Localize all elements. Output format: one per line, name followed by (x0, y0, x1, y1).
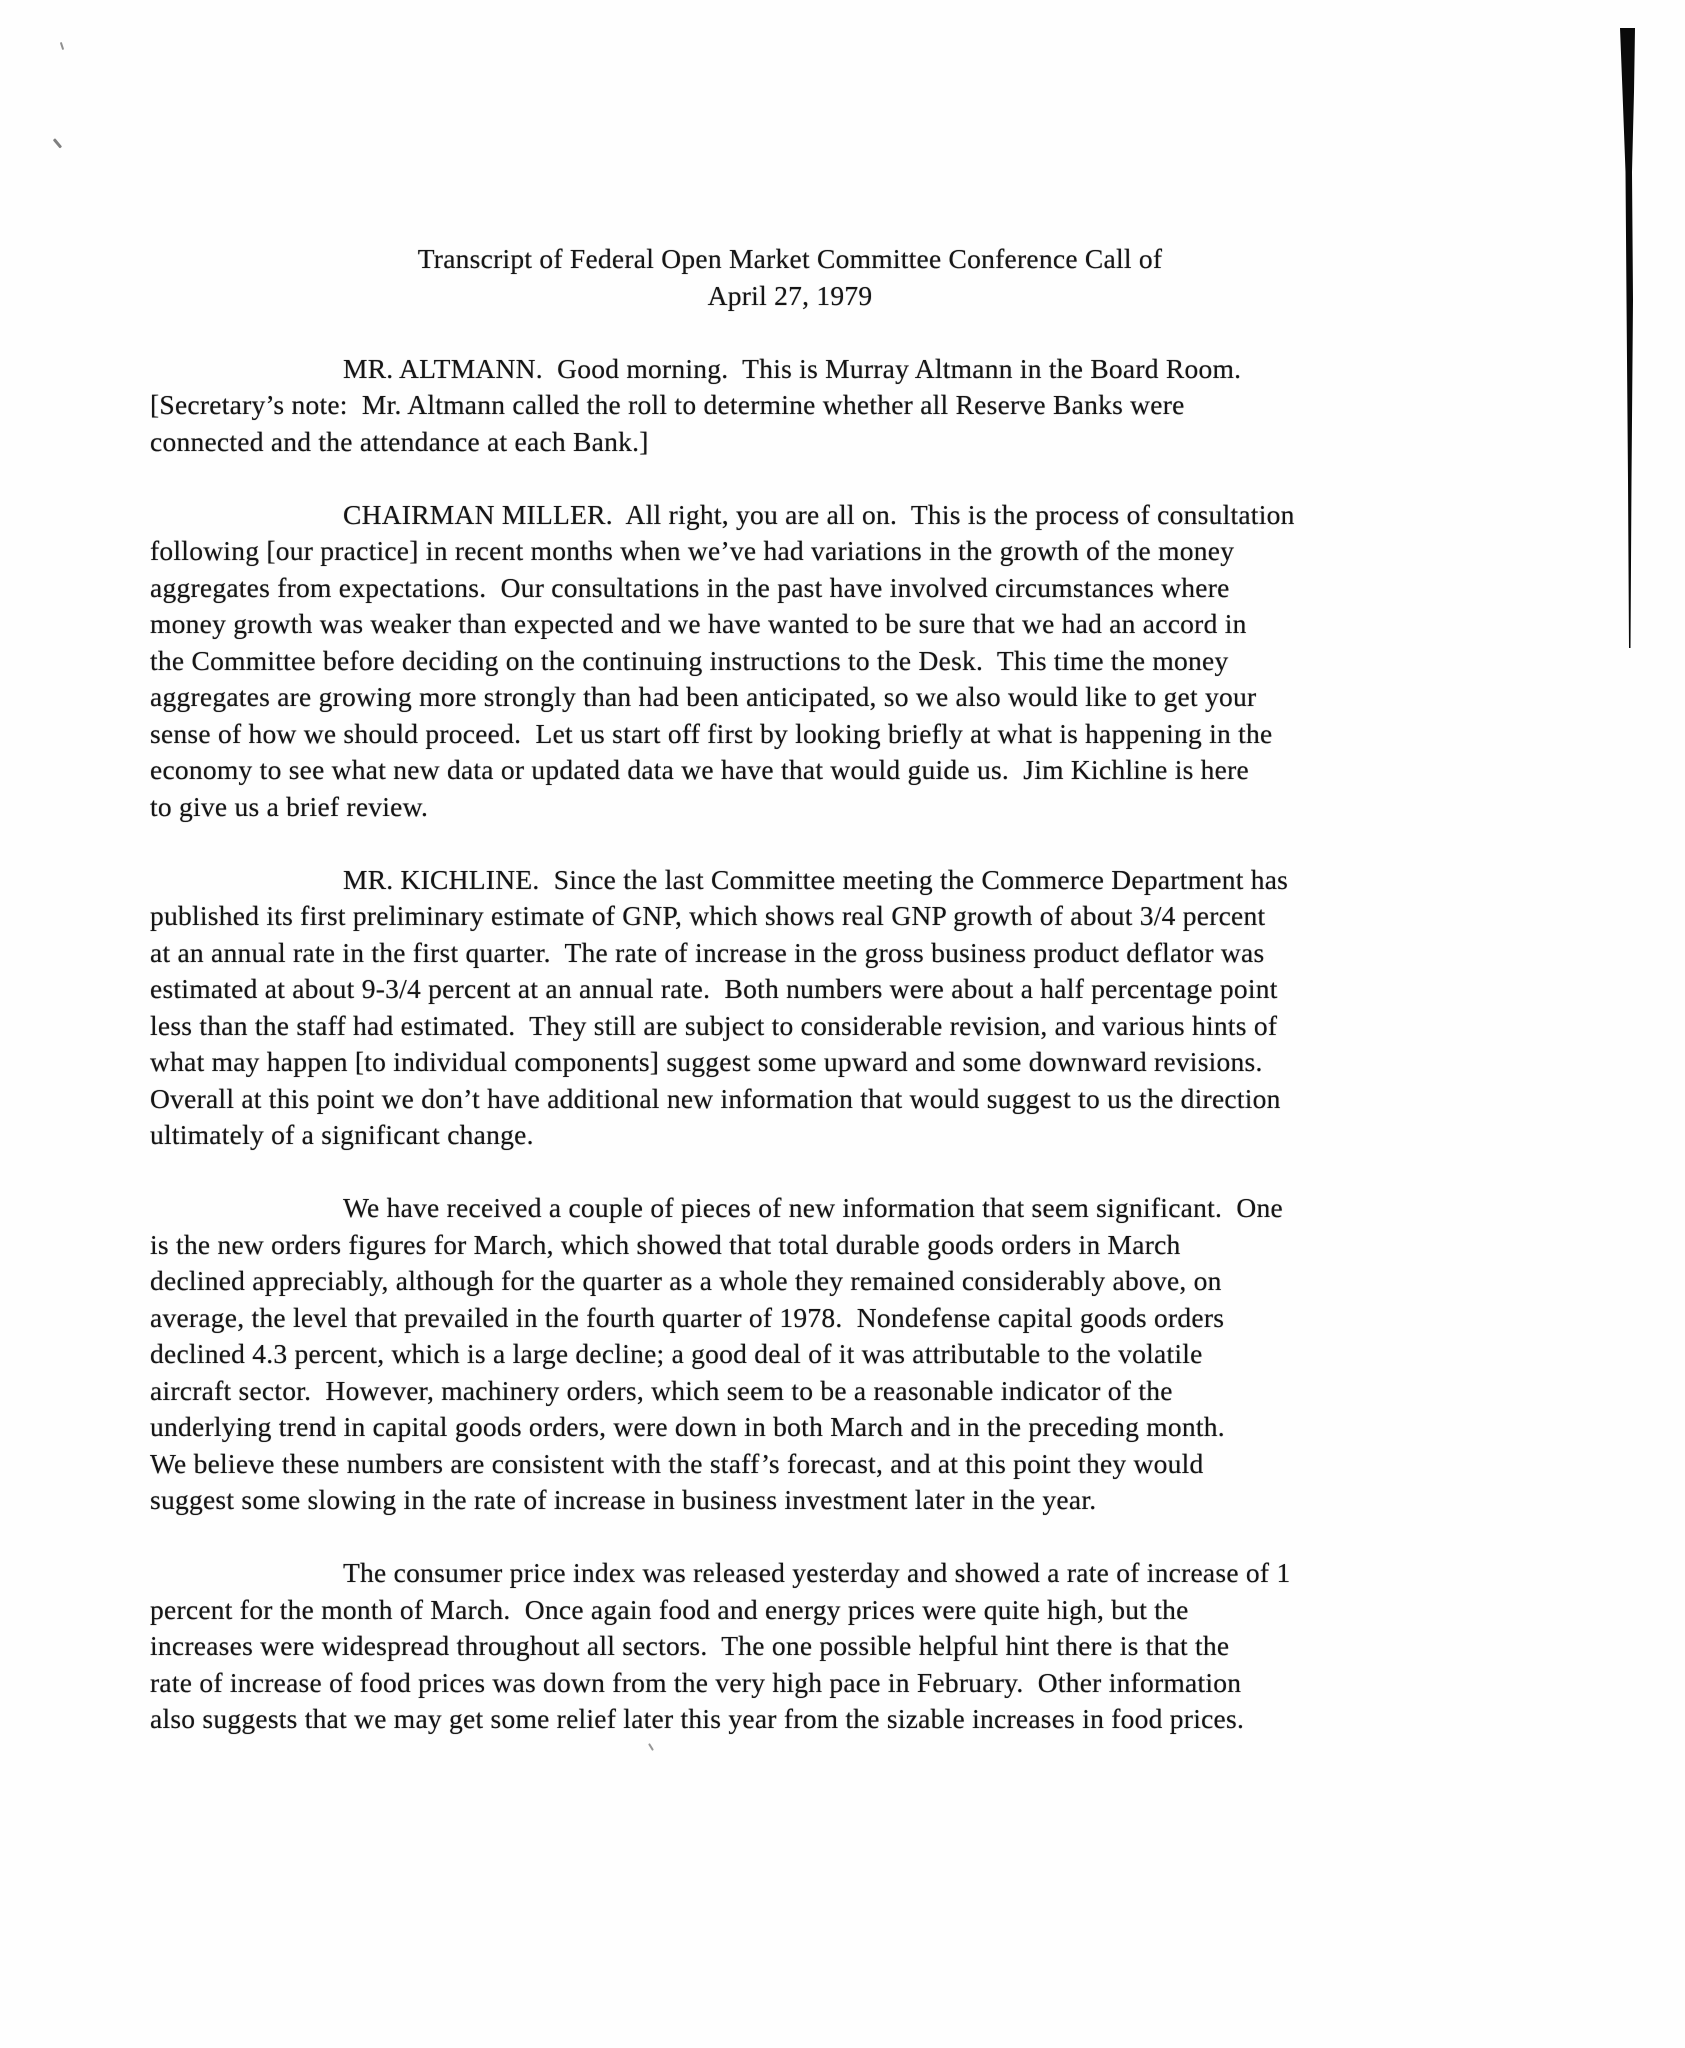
text-line: ultimately of a significant change. (150, 1119, 534, 1150)
text-line: at an annual rate in the first quarter. The rate of increase in the gross business product deflator was (150, 936, 1265, 968)
text-line: estimated at about 9-3/4 percent at an annual rate. Both numbers were about a half percentage point (150, 973, 1278, 1004)
text-line: declined 4.3 percent, which is a large decline; a good deal of it was attributable to the volatile (150, 1338, 1203, 1369)
text-line: We have received a couple of pieces of new information that seem significant. One (343, 1192, 1283, 1223)
text-line: aggregates are growing more strongly than had been anticipated, so we also would like to get your (150, 681, 1257, 712)
text-line: money growth was weaker than expected and we have wanted to be sure that we had an accord in (150, 608, 1247, 639)
paragraph-kichline-gnp (150, 862, 1455, 1154)
text-line: MR. KICHLINE. Since the last Committee meeting the Commerce Department has (343, 863, 1289, 895)
text-line: aggregates from expectations. Our consultations in the past have involved circumstances where (150, 571, 1230, 603)
text-line: less than the staff had estimated. They still are subject to considerable revision, and various hints of (150, 1009, 1278, 1041)
text-line: declined appreciably, although for the quarter as a whole they remained considerably above, on (150, 1265, 1222, 1296)
document-title (150, 241, 1430, 314)
transcript-body (150, 241, 1455, 1738)
text-line: is the new orders figures for March, which showed that total durable goods orders in March (150, 1228, 1181, 1260)
text-line: Overall at this point we don’t have additional new information that would suggest to us the direction (150, 1082, 1281, 1114)
text-line: rate of increase of food prices was down from the very high pace in February. Other information (150, 1666, 1242, 1698)
text-line: what may happen [to individual components] suggest some upward and some downward revisions. (150, 1046, 1263, 1077)
text-line: to give us a brief review. (150, 790, 429, 822)
text-line: the Committee before deciding on the continuing instructions to the Desk. This time the money (150, 644, 1229, 676)
text-line: sense of how we should proceed. Let us start off first by looking briefly at what is happening in the (150, 717, 1273, 749)
text-line: CHAIRMAN MILLER. All right, you are all on. This is the process of consultation (343, 498, 1295, 530)
scan-artifact-speck (60, 42, 64, 50)
text-line: The consumer price index was released yesterday and showed a rate of increase of 1 (343, 1557, 1291, 1588)
text-line: underlying trend in capital goods orders, were down in both March and in the preceding month. (150, 1411, 1225, 1442)
text-line: We believe these numbers are consistent with the staff’s forecast, and at this point they would (150, 1447, 1204, 1479)
text-line: [Secretary’s note: Mr. Altmann called the roll to determine whether all Reserve Banks were (150, 389, 1185, 420)
scan-artifact-speck (648, 1743, 654, 1751)
text-line: published its first preliminary estimate of GNP, which shows real GNP growth of about 3/4 percent (150, 900, 1266, 931)
text-line: MR. ALTMANN. Good morning. This is Murray Altmann in the Board Room. (343, 352, 1242, 384)
paragraph-altmann (150, 351, 1455, 461)
text-line: suggest some slowing in the rate of increase in business investment later in the year. (150, 1484, 1097, 1515)
paragraph-kichline-cpi (150, 1555, 1455, 1738)
text-line: connected and the attendance at each Bank.] (150, 425, 649, 457)
text-line: increases were widespread throughout all sectors. The one possible helpful hint there is that the (150, 1630, 1230, 1661)
title-line-1: Transcript of Federal Open Market Committee Conference Call of (417, 243, 1163, 274)
text-line: average, the level that prevailed in the fourth quarter of 1978. Nondefense capital goods orders (150, 1301, 1225, 1333)
paragraph-kichline-orders (150, 1190, 1455, 1519)
text-line: economy to see what new data or updated data we have that would guide us. Jim Kichline is here (150, 754, 1249, 785)
text-line: also suggests that we may get some relief later this year from the sizable increases in food prices. (150, 1703, 1245, 1734)
paragraph-chairman-miller (150, 497, 1455, 826)
title-line-2: April 27, 1979 (707, 279, 873, 311)
text-line: percent for the month of March. Once again food and energy prices were quite high, but the (150, 1593, 1189, 1625)
scan-artifact-speck (53, 138, 62, 148)
text-line: following [our practice] in recent months when we’ve had variations in the growth of the money (150, 535, 1235, 566)
text-line: aircraft sector. However, machinery orders, which seem to be a reasonable indicator of the (150, 1374, 1173, 1406)
